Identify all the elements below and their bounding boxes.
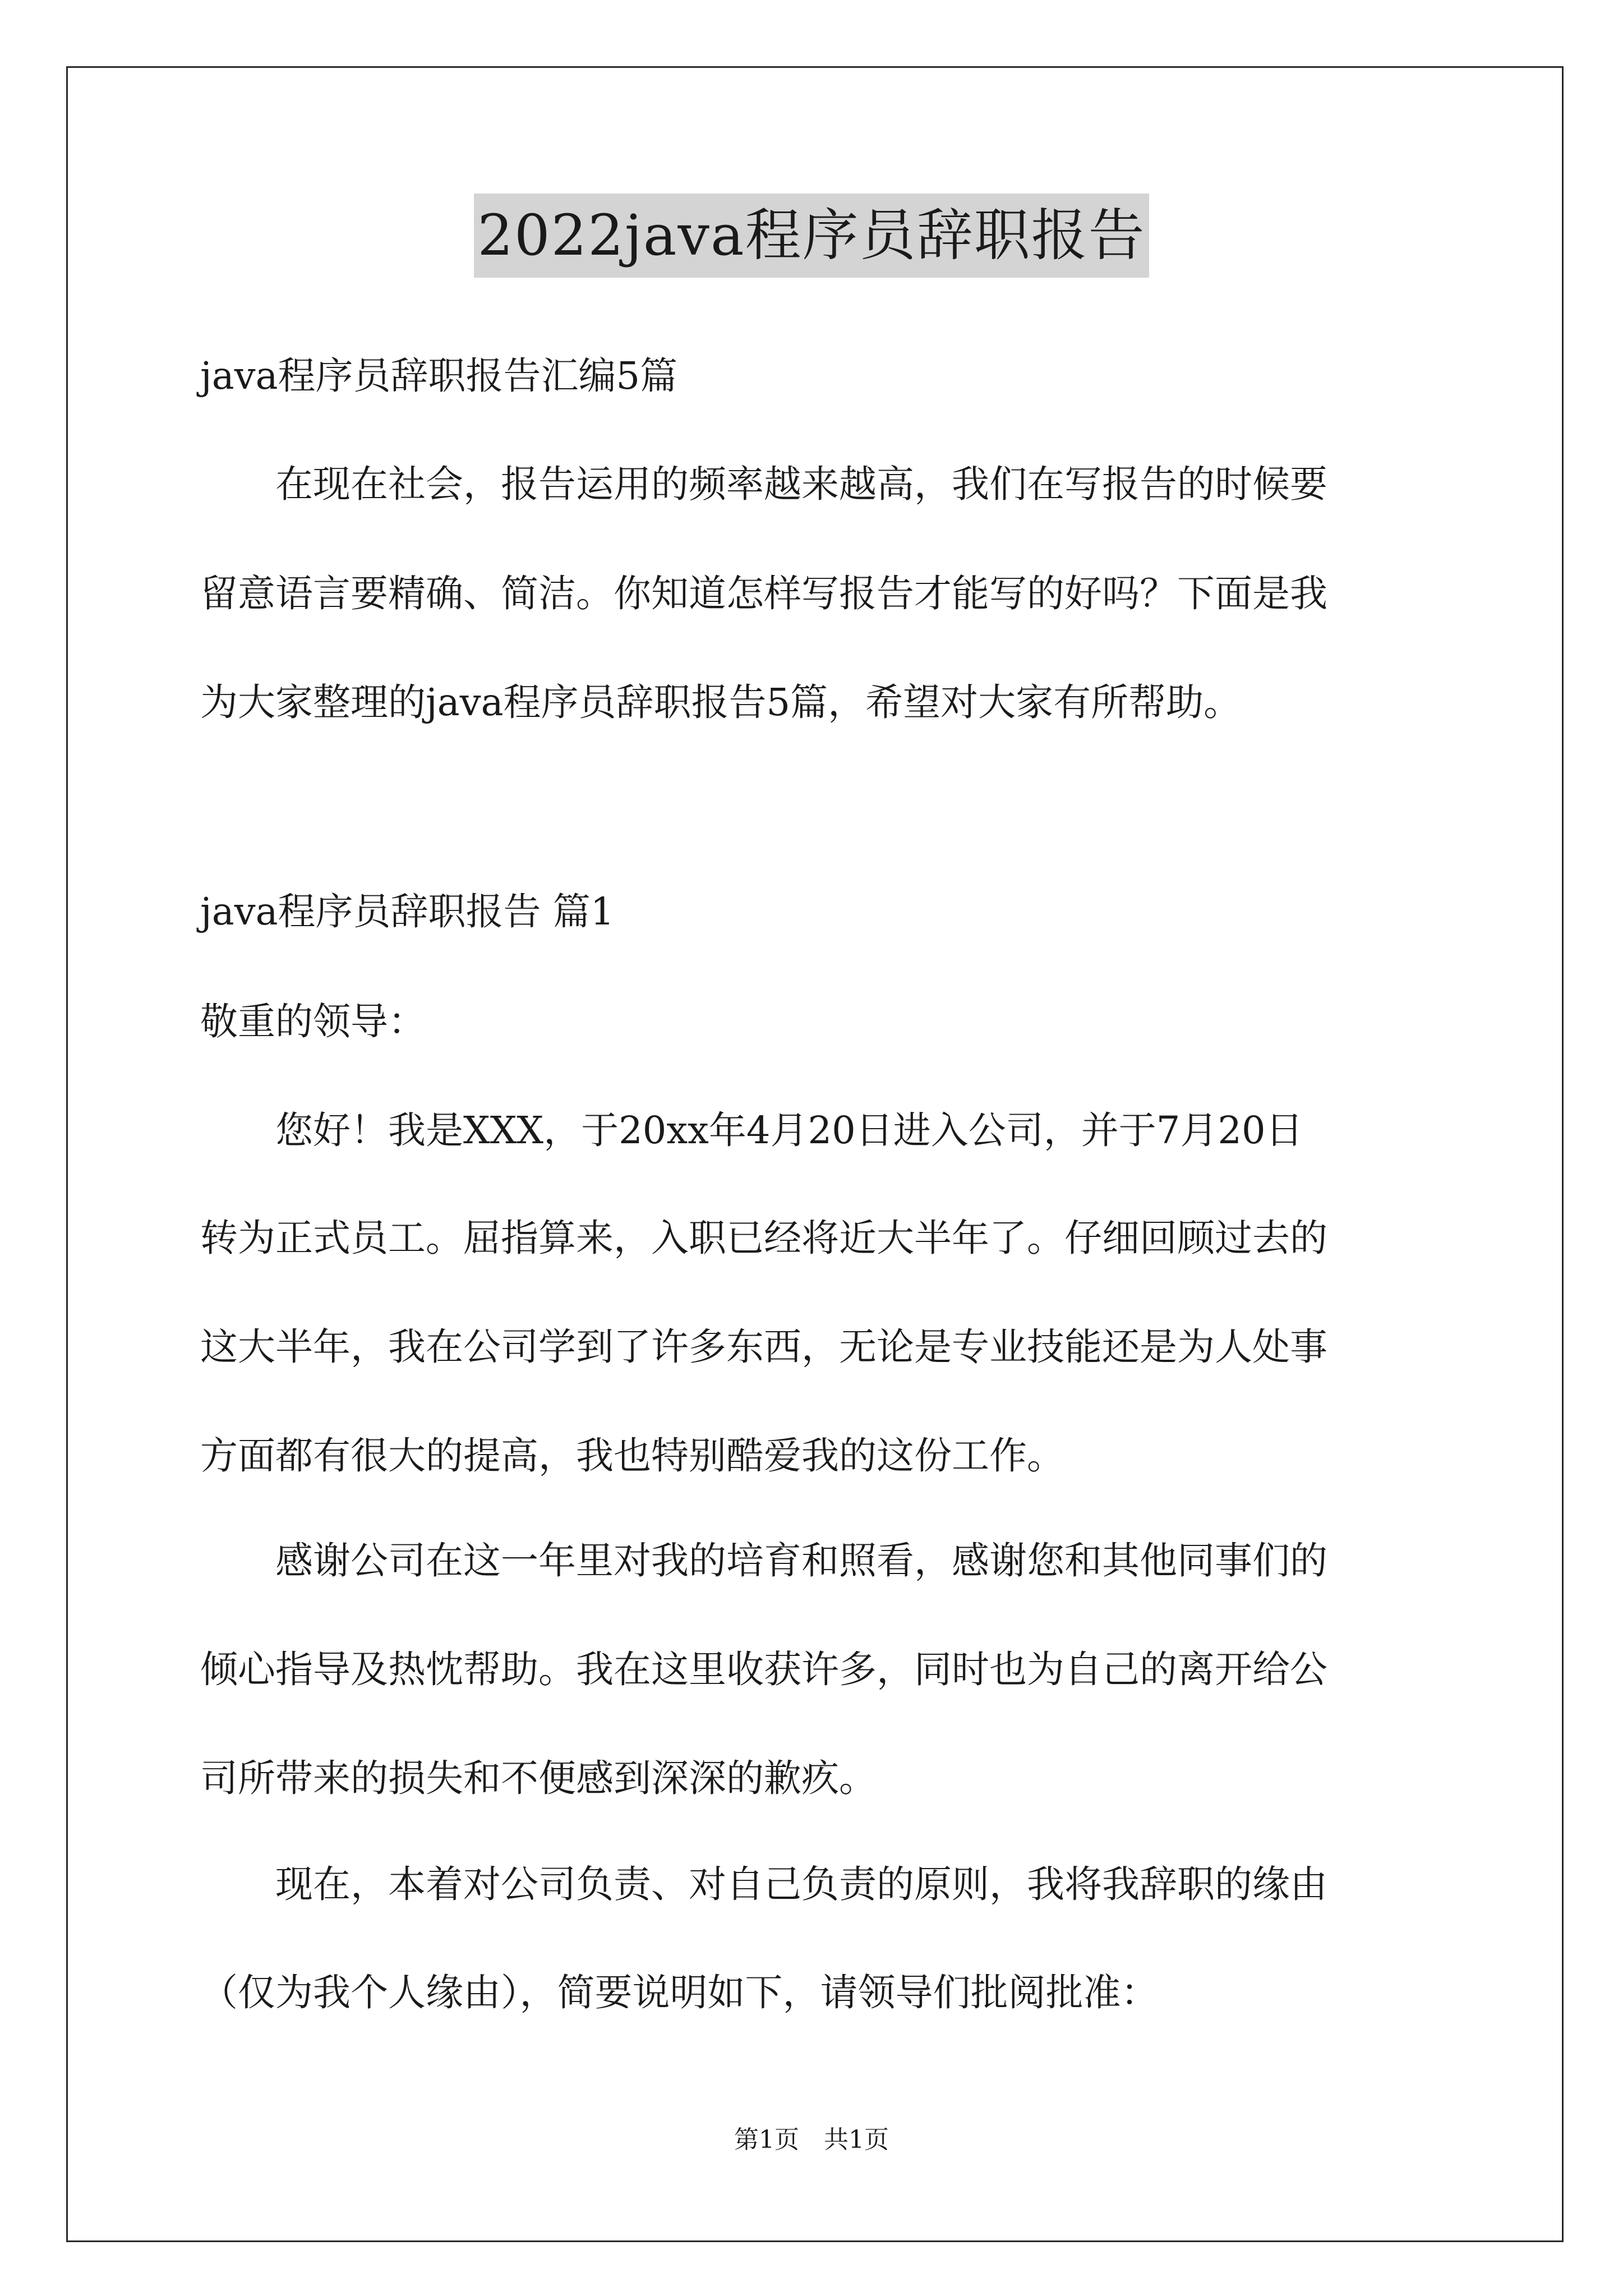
paragraph-line: 倾心指导及热忱帮助。我在这里收获许多，同时也为自己的离开给公: [200, 1648, 1327, 1691]
salutation: 敬重的领导：: [200, 1000, 426, 1043]
document-title: 2022java程序员辞职报告: [474, 194, 1149, 278]
subtitle-line: java程序员辞职报告汇编5篇: [200, 354, 678, 398]
paragraph-line: 现在，本着对公司负责、对自己负责的原则，我将我辞职的缘由: [200, 1862, 1327, 1906]
paragraph-line: 为大家整理的java程序员辞职报告5篇，希望对大家有所帮助。: [200, 680, 1242, 724]
page-footer: 第1页 共1页: [734, 2125, 889, 2154]
paragraph-line: 您好！我是XXX，于20xx年4月20日进入公司，并于7月20日: [200, 1108, 1303, 1152]
paragraph-line: 这大半年，我在公司学到了许多东西，无论是专业技能还是为人处事: [200, 1325, 1327, 1369]
paragraph-line: 留意语言要精确、简洁。你知道怎样写报告才能写的好吗？下面是我: [200, 572, 1327, 615]
paragraph-line: 方面都有很大的提高，我也特别酷爱我的这份工作。: [200, 1434, 1064, 1478]
section-heading: java程序员辞职报告 篇1: [200, 890, 615, 933]
paragraph-line: 转为正式员工。屈指算来，入职已经将近大半年了。仔细回顾过去的: [200, 1216, 1327, 1260]
paragraph-line: （仅为我个人缘由），简要说明如下，请领导们批阅批准：: [200, 1971, 1159, 2014]
paragraph-line: 司所带来的损失和不便感到深深的歉疚。: [200, 1756, 877, 1800]
title-container: [0, 194, 1623, 278]
paragraph-line: 感谢公司在这一年里对我的培育和照看，感谢您和其他同事们的: [200, 1539, 1327, 1582]
paragraph-line: 在现在社会，报告运用的频率越来越高，我们在写报告的时候要: [200, 462, 1327, 506]
